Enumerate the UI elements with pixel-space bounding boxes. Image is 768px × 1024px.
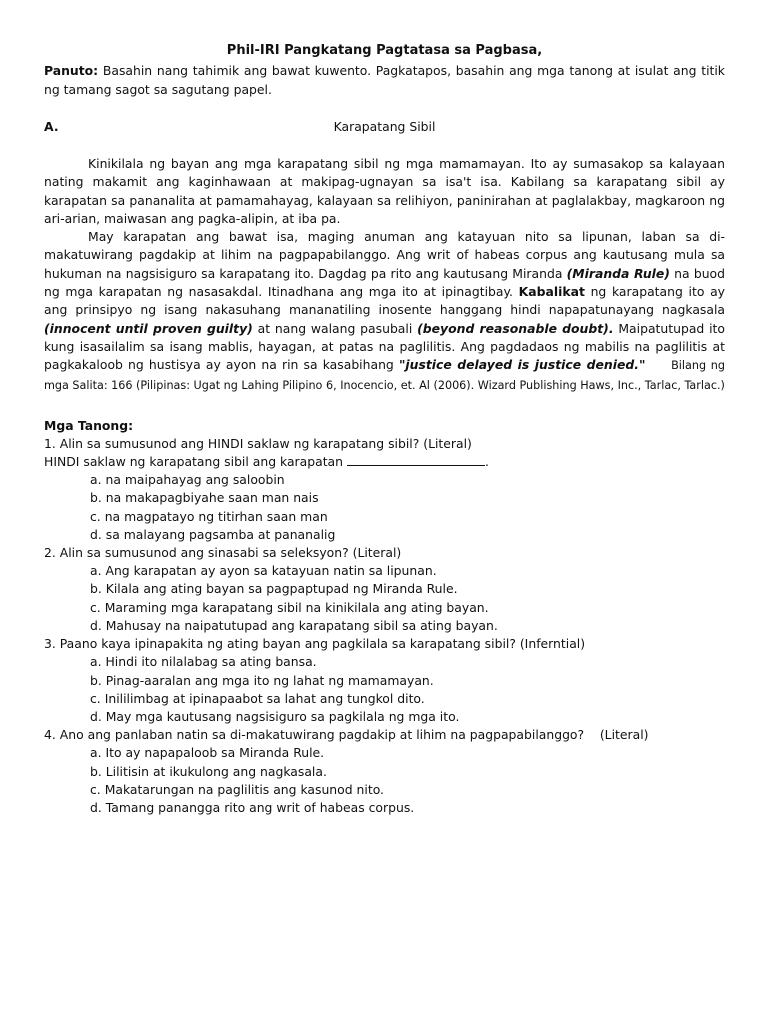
question-subtext-start: HINDI saklaw ng karapatang sibil ang karapatan bbox=[44, 454, 347, 470]
option-c: c. Makatarungan na paglilitis ang kasunod nito. bbox=[90, 781, 384, 797]
section-letter: A. bbox=[44, 119, 59, 134]
option-a: a. Ang karapatan ay ayon sa katayuan natin sa lipunan. bbox=[90, 563, 437, 579]
passage-paragraph-1: Kinikilala ng bayan ang mga karapatang sibil ng mga mamamayan. Ito ay sumasakop sa kalayaan nating makamit ang kaginhawaan at makipag-ugnayan sa isa't isa. Kabilang sa karapatang sibil ay karapatan sa pananalita at pamamahayag, kalayaan sa relihiyon, paninirahan at paglalakbay, magkaroon ng ari-arian, maiwasan ang pagka-alipin, at iba pa. bbox=[44, 156, 725, 226]
section-header bbox=[44, 118, 725, 136]
passage-citation: Bilang ng mga Salita: 166 (Pilipinas: Ugat ng Lahing Pilipino 6, Inocencio, et. Al (2006). Wizard Publishing Haws, Inc., Tarlac, Tarlac.) bbox=[44, 359, 725, 392]
option-d: d. sa malayang pagsamba at pananalig bbox=[90, 526, 336, 542]
passage-text: Maipatutupad ito kung isasailalim sa isang mablis, hayagan, at patas na paglilitis. Ang pagdadaos ng mabilis na paglilitis at pagkakaloob ng hustisya ay ayon na rin sa kasabihang bbox=[44, 320, 725, 373]
option-b: b. Kilala ang ating bayan sa pagpaptupad ng Miranda Rule. bbox=[90, 581, 458, 597]
option-b: b. na makapagbiyahe saan man nais bbox=[90, 490, 319, 506]
question-text bbox=[44, 726, 725, 744]
option-b: b. Lilitisin at ikukulong ang nagkasala. bbox=[90, 763, 327, 779]
passage-bold: Kabalikat bbox=[518, 284, 585, 300]
question-4 bbox=[44, 726, 725, 817]
passage-quote: "justice delayed is justice denied." bbox=[398, 357, 646, 373]
option-c: c. Maraming mga karapatang sibil na kinikilala ang ating bayan. bbox=[90, 599, 489, 615]
passage-text: at nang walang pasubali bbox=[252, 320, 418, 336]
passage-text: May karapatan ang bawat isa, maging anuman ang katayuan nito sa lipunan, laban sa di-makatuwirang pagdakip at lihim na pagpapabilanggo. Ang writ of habeas corpus ang kautusang mula sa hukuman na nagsisiguro sa karapatang ito. Dagdag pa rito ang kautusang Miranda bbox=[44, 229, 725, 281]
questions-heading: Mga Tanong: bbox=[44, 417, 134, 433]
option-d: d. May mga kautusang nagsisiguro sa pagkilala ng mga ito. bbox=[90, 708, 460, 724]
option-d: d. Tamang panangga rito ang writ of habeas corpus. bbox=[90, 799, 415, 815]
option-d: d. Mahusay na naipatutupad ang karapatang sibil sa ating bayan. bbox=[90, 617, 498, 633]
option-a: a. Hindi ito nilalabag sa ating bansa. bbox=[90, 654, 317, 670]
instructions-text: Basahin nang tahimik ang bawat kuwento. Pagkatapos, basahin ang mga tanong at isulat ang titik ng tamang sagot sa sagutang papel. bbox=[44, 63, 725, 97]
question-3 bbox=[44, 635, 725, 726]
question-text: 3. Paano kaya ipinapakita ng ating bayan ang pagkilala sa karapatang sibil? (Inferntial) bbox=[44, 636, 586, 652]
option-c: c. Inililimbag at ipinapaabot sa lahat ang tungkol dito. bbox=[90, 690, 425, 706]
passage-emphasis: (beyond reasonable doubt). bbox=[417, 320, 614, 336]
option-b: b. Pinag-aaralan ang mga ito ng lahat ng mamamayan. bbox=[90, 672, 434, 688]
option-c: c. na magpatayo ng titirhan saan man bbox=[90, 508, 328, 524]
answer-blank bbox=[347, 454, 485, 466]
question-text: 1. Alin sa sumusunod ang HINDI saklaw ng karapatang sibil? (Literal) bbox=[44, 435, 472, 451]
question-2 bbox=[44, 544, 725, 635]
instructions bbox=[44, 61, 725, 99]
passage-text: na buod ng mga karapatan ng nasasakdal. Itinadhana ang mga ito at ipinagtibay. bbox=[44, 265, 725, 300]
option-a: a. na maipahayag ang saloobin bbox=[90, 472, 285, 488]
passage-paragraph-2 bbox=[44, 228, 725, 395]
instructions-label: Panuto: bbox=[44, 63, 99, 78]
passage-text: ng karapatang ito ay ang prinsipyo ng isang nakasuhang mananatiling inosente hanggang hindi napapatunayang nagkasala bbox=[44, 284, 726, 318]
question-type-tag: (Literal) bbox=[584, 727, 649, 743]
question-text: 2. Alin sa sumusunod ang sinasabi sa seleksyon? (Literal) bbox=[44, 545, 402, 561]
passage-emphasis: (Miranda Rule) bbox=[566, 265, 670, 281]
passage bbox=[44, 155, 725, 395]
section-title: Karapatang Sibil bbox=[333, 119, 436, 134]
option-a: a. Ito ay napapaloob sa Miranda Rule. bbox=[90, 745, 325, 761]
question-text-main: 4. Ano ang panlaban natin sa di-makatuwirang pagdakip at lihim na pagpapabilanggo? bbox=[44, 727, 585, 743]
document-title: Phil-IRI Pangkatang Pagtatasa sa Pagbasa, bbox=[226, 43, 543, 58]
question-subtext-end: . bbox=[484, 454, 489, 470]
question-1 bbox=[44, 435, 725, 544]
question-subtext bbox=[44, 453, 725, 471]
passage-emphasis: (innocent until proven guilty) bbox=[44, 320, 253, 336]
